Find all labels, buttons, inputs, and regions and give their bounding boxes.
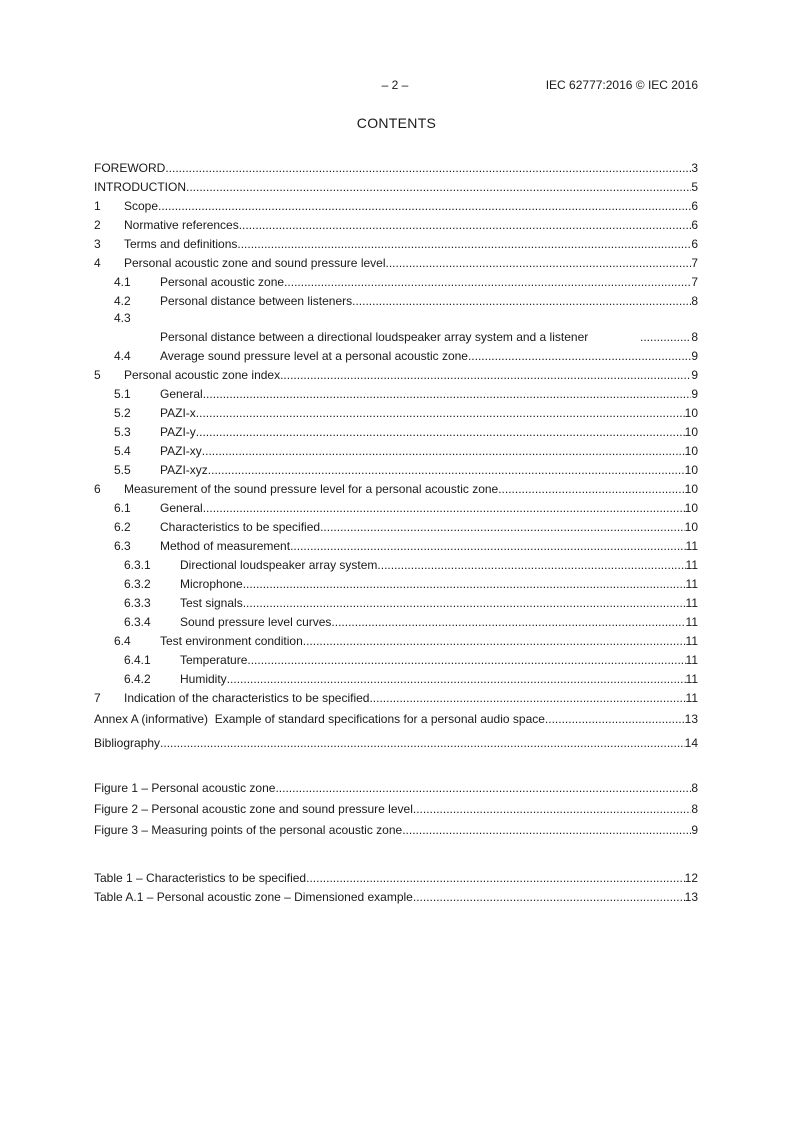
toc-entry-text: Personal distance between listeners: [160, 294, 353, 308]
figure-entry-text: Figure 1 – Personal acoustic zone: [94, 781, 276, 795]
toc-entry-text: Temperature: [180, 653, 248, 667]
leader-dots: [369, 691, 685, 706]
table-entry-text: Table A.1 – Personal acoustic zone – Dimensioned example: [94, 890, 413, 904]
leader-dots: [413, 890, 685, 905]
toc-entry[interactable]: [94, 706, 698, 727]
toc-entry-page: 10: [684, 444, 698, 458]
leader-dots: [275, 781, 691, 796]
leader-dots: [280, 368, 691, 383]
toc-entry-page: 10: [684, 482, 698, 496]
figure-entry-page: 9: [691, 823, 698, 837]
toc-entry[interactable]: [94, 649, 698, 668]
toc-entry-page: 9: [691, 368, 698, 382]
leader-dots: [196, 406, 685, 421]
toc-entry-text: PAZI-xy: [160, 444, 202, 458]
toc-entry-number: 5.4: [114, 444, 131, 458]
toc-entry[interactable]: [94, 573, 698, 592]
toc-entry[interactable]: [94, 364, 698, 383]
toc-entry-number: 7: [94, 691, 101, 705]
toc-entry[interactable]: [94, 271, 698, 290]
toc-entry[interactable]: [94, 421, 698, 440]
leader-dots: [468, 349, 691, 364]
toc-entry[interactable]: [94, 440, 698, 459]
toc-entry-text: INTRODUCTION: [94, 180, 186, 194]
toc-entry-page: 9: [691, 387, 698, 401]
leader-dots: [303, 634, 686, 649]
toc-entry-number: 4.3: [114, 311, 131, 325]
figure-entry[interactable]: [94, 796, 698, 817]
toc-entry[interactable]: [94, 592, 698, 611]
toc-entry-text: Indication of the characteristics to be specified: [124, 691, 370, 705]
table-entry-page: 13: [684, 890, 698, 904]
toc-entry-text: General: [160, 501, 203, 515]
leader-dots: [413, 802, 691, 817]
toc-entry-text: Scope: [124, 199, 159, 213]
toc-entry-page: 11: [685, 691, 698, 705]
toc-entry[interactable]: [94, 345, 698, 364]
toc-entry[interactable]: [94, 516, 698, 535]
figure-entry-page: 8: [691, 802, 698, 816]
toc-entry[interactable]: [94, 630, 698, 649]
toc-entry[interactable]: [94, 497, 698, 516]
toc-entry[interactable]: [94, 252, 698, 271]
toc-entry-page: 10: [684, 425, 698, 439]
toc-entry-text: General: [160, 387, 203, 401]
toc-entry-number: 5.2: [114, 406, 131, 420]
toc-entry-page: 10: [684, 501, 698, 515]
toc-entry-number: 6.2: [114, 520, 131, 534]
toc-entry-page: 6: [691, 199, 698, 213]
figure-entry-text: Figure 3 – Measuring points of the personal acoustic zone: [94, 823, 403, 837]
leader-dots: [290, 539, 685, 554]
leader-dots: [239, 218, 692, 233]
toc-entry-page: 7: [691, 256, 698, 270]
toc-entry-number: 4.2: [114, 294, 131, 308]
toc-entry[interactable]: [94, 554, 698, 573]
toc-entry-text: Test signals: [180, 596, 243, 610]
table-entry[interactable]: [94, 886, 698, 905]
toc-entry-text: Humidity: [180, 672, 227, 686]
toc-entry-page: 5: [691, 180, 698, 194]
table-entry[interactable]: [94, 862, 698, 886]
toc-entry-text: PAZI-y: [160, 425, 196, 439]
toc-entry-page: 11: [685, 596, 698, 610]
toc-entry-page: 8: [691, 294, 698, 308]
document-reference: IEC 62777:2016 © IEC 2016: [545, 78, 698, 92]
toc-entry-text: PAZI-x: [160, 406, 196, 420]
figure-entry[interactable]: [94, 772, 698, 796]
toc-entry[interactable]: [94, 727, 698, 751]
toc-entry-number: 5.3: [114, 425, 131, 439]
toc-entry-page: 10: [684, 463, 698, 477]
leader-dots: [237, 237, 691, 252]
toc-entry-text: Measurement of the sound pressure level for a personal acoustic zone: [124, 482, 499, 496]
toc-entry-number: 6.3.3: [124, 596, 151, 610]
figure-entry-page: 8: [691, 781, 698, 795]
toc-entry-number: 6: [94, 482, 101, 496]
figure-entry[interactable]: [94, 817, 698, 838]
toc-entry-text: Terms and definitions: [124, 237, 238, 251]
toc-entry-number: 6.3.2: [124, 577, 151, 591]
toc-entry[interactable]: [94, 233, 698, 252]
toc-entry-text: FOREWORD: [94, 161, 166, 175]
leader-dots: [165, 161, 691, 176]
toc-entry-number: 4.4: [114, 349, 131, 363]
toc-entry[interactable]: [94, 668, 698, 687]
toc-entry-text: Test environment condition: [160, 634, 303, 648]
toc-entry-number: 5: [94, 368, 101, 382]
leader-dots: [247, 653, 685, 668]
leader-dots: [196, 425, 685, 440]
leader-dots: [160, 736, 685, 751]
toc-entry-text: Method of measurement: [160, 539, 291, 553]
table-of-contents: [94, 157, 698, 905]
leader-dots: [243, 596, 686, 611]
toc-entry-number: 5.1: [114, 387, 131, 401]
toc-entry[interactable]: [94, 157, 698, 176]
toc-entry[interactable]: [94, 176, 698, 195]
toc-entry-number: 3: [94, 237, 101, 251]
toc-entry-text: Average sound pressure level at a personal acoustic zone: [160, 349, 468, 363]
toc-entry-number: 6.3.4: [124, 615, 151, 629]
leader-dots: [352, 294, 691, 309]
leader-dots: [320, 520, 685, 535]
toc-entry[interactable]: [94, 402, 698, 421]
toc-entry-text: Normative references: [124, 218, 239, 232]
leader-dots: [377, 558, 685, 573]
toc-entry-text: Bibliography: [94, 736, 161, 750]
toc-entry-text: Personal acoustic zone: [160, 275, 285, 289]
toc-entry-page: 11: [685, 653, 698, 667]
toc-entry-number: 6.4: [114, 634, 131, 648]
leader-dots: [203, 501, 685, 516]
toc-entry[interactable]: [94, 478, 698, 497]
leader-dots: [640, 330, 691, 345]
toc-entry-page: 13: [684, 712, 698, 726]
toc-entry-number: 6.1: [114, 501, 131, 515]
toc-entry-page: 10: [684, 520, 698, 534]
toc-entry-number: 6.4.1: [124, 653, 151, 667]
toc-entry-text: Sound pressure level curves: [180, 615, 332, 629]
page-title: CONTENTS: [356, 115, 437, 131]
toc-entry-page: 9: [691, 349, 698, 363]
toc-entry-number: 4: [94, 256, 101, 270]
toc-entry-text: Personal acoustic zone index: [124, 368, 281, 382]
toc-entry[interactable]: [94, 687, 698, 706]
toc-entry-text: Personal distance between a directional loudspeaker array system and a listener: [160, 330, 589, 344]
toc-entry-page: 11: [685, 577, 698, 591]
toc-entry-number: 6.4.2: [124, 672, 151, 686]
toc-entry[interactable]: [94, 383, 698, 402]
toc-entry-page: 7: [691, 275, 698, 289]
toc-entry-number: 4.1: [114, 275, 131, 289]
leader-dots: [158, 199, 691, 214]
toc-entry-page: 6: [691, 218, 698, 232]
toc-entry[interactable]: [94, 535, 698, 554]
toc-entry-page: 10: [684, 406, 698, 420]
toc-entry-page: 11: [685, 672, 698, 686]
toc-entry-page: 11: [685, 634, 698, 648]
toc-entry-text: Characteristics to be specified: [160, 520, 321, 534]
toc-entry-page: 3: [691, 161, 698, 175]
leader-dots: [202, 444, 685, 459]
toc-entry-page: 11: [685, 558, 698, 572]
toc-entry-text: Directional loudspeaker array system: [180, 558, 378, 572]
toc-entry-number: 6.3: [114, 539, 131, 553]
toc-entry-page: 8: [691, 330, 698, 344]
toc-entry-number: 2: [94, 218, 101, 232]
leader-dots: [402, 823, 691, 838]
toc-entry-page: 14: [684, 736, 698, 750]
leader-dots: [203, 387, 692, 402]
toc-entry[interactable]: [94, 214, 698, 233]
leader-dots: [243, 577, 686, 592]
table-entry-text: Table 1 – Characteristics to be specified: [94, 871, 307, 885]
toc-entry-number: 1: [94, 199, 101, 213]
toc-entry[interactable]: [94, 459, 698, 478]
toc-entry-text: PAZI-xyz: [160, 463, 208, 477]
leader-dots: [227, 672, 686, 687]
toc-entry[interactable]: [94, 290, 698, 309]
toc-entry-number: 6.3.1: [124, 558, 151, 572]
leader-dots: [545, 712, 685, 727]
page-number: – 2 –: [381, 78, 409, 92]
leader-dots: [284, 275, 691, 290]
toc-entry[interactable]: [94, 195, 698, 214]
toc-entry-page: 11: [685, 539, 698, 553]
toc-entry-text: Annex A (informative) Example of standard specifications for a personal audio space: [94, 712, 545, 726]
leader-dots: [498, 482, 684, 497]
toc-entry[interactable]: [94, 309, 698, 345]
leader-dots: [331, 615, 685, 630]
toc-entry-number: 5.5: [114, 463, 131, 477]
leader-dots: [186, 180, 691, 195]
toc-entry-page: 11: [685, 615, 698, 629]
leader-dots: [306, 871, 685, 886]
toc-entry-text: Personal acoustic zone and sound pressure level: [124, 256, 386, 270]
toc-entry[interactable]: [94, 611, 698, 630]
leader-dots: [386, 256, 692, 271]
leader-dots: [208, 463, 685, 478]
toc-entry-text: Microphone: [180, 577, 243, 591]
table-entry-page: 12: [684, 871, 698, 885]
figure-entry-text: Figure 2 – Personal acoustic zone and sound pressure level: [94, 802, 413, 816]
toc-entry-page: 6: [691, 237, 698, 251]
